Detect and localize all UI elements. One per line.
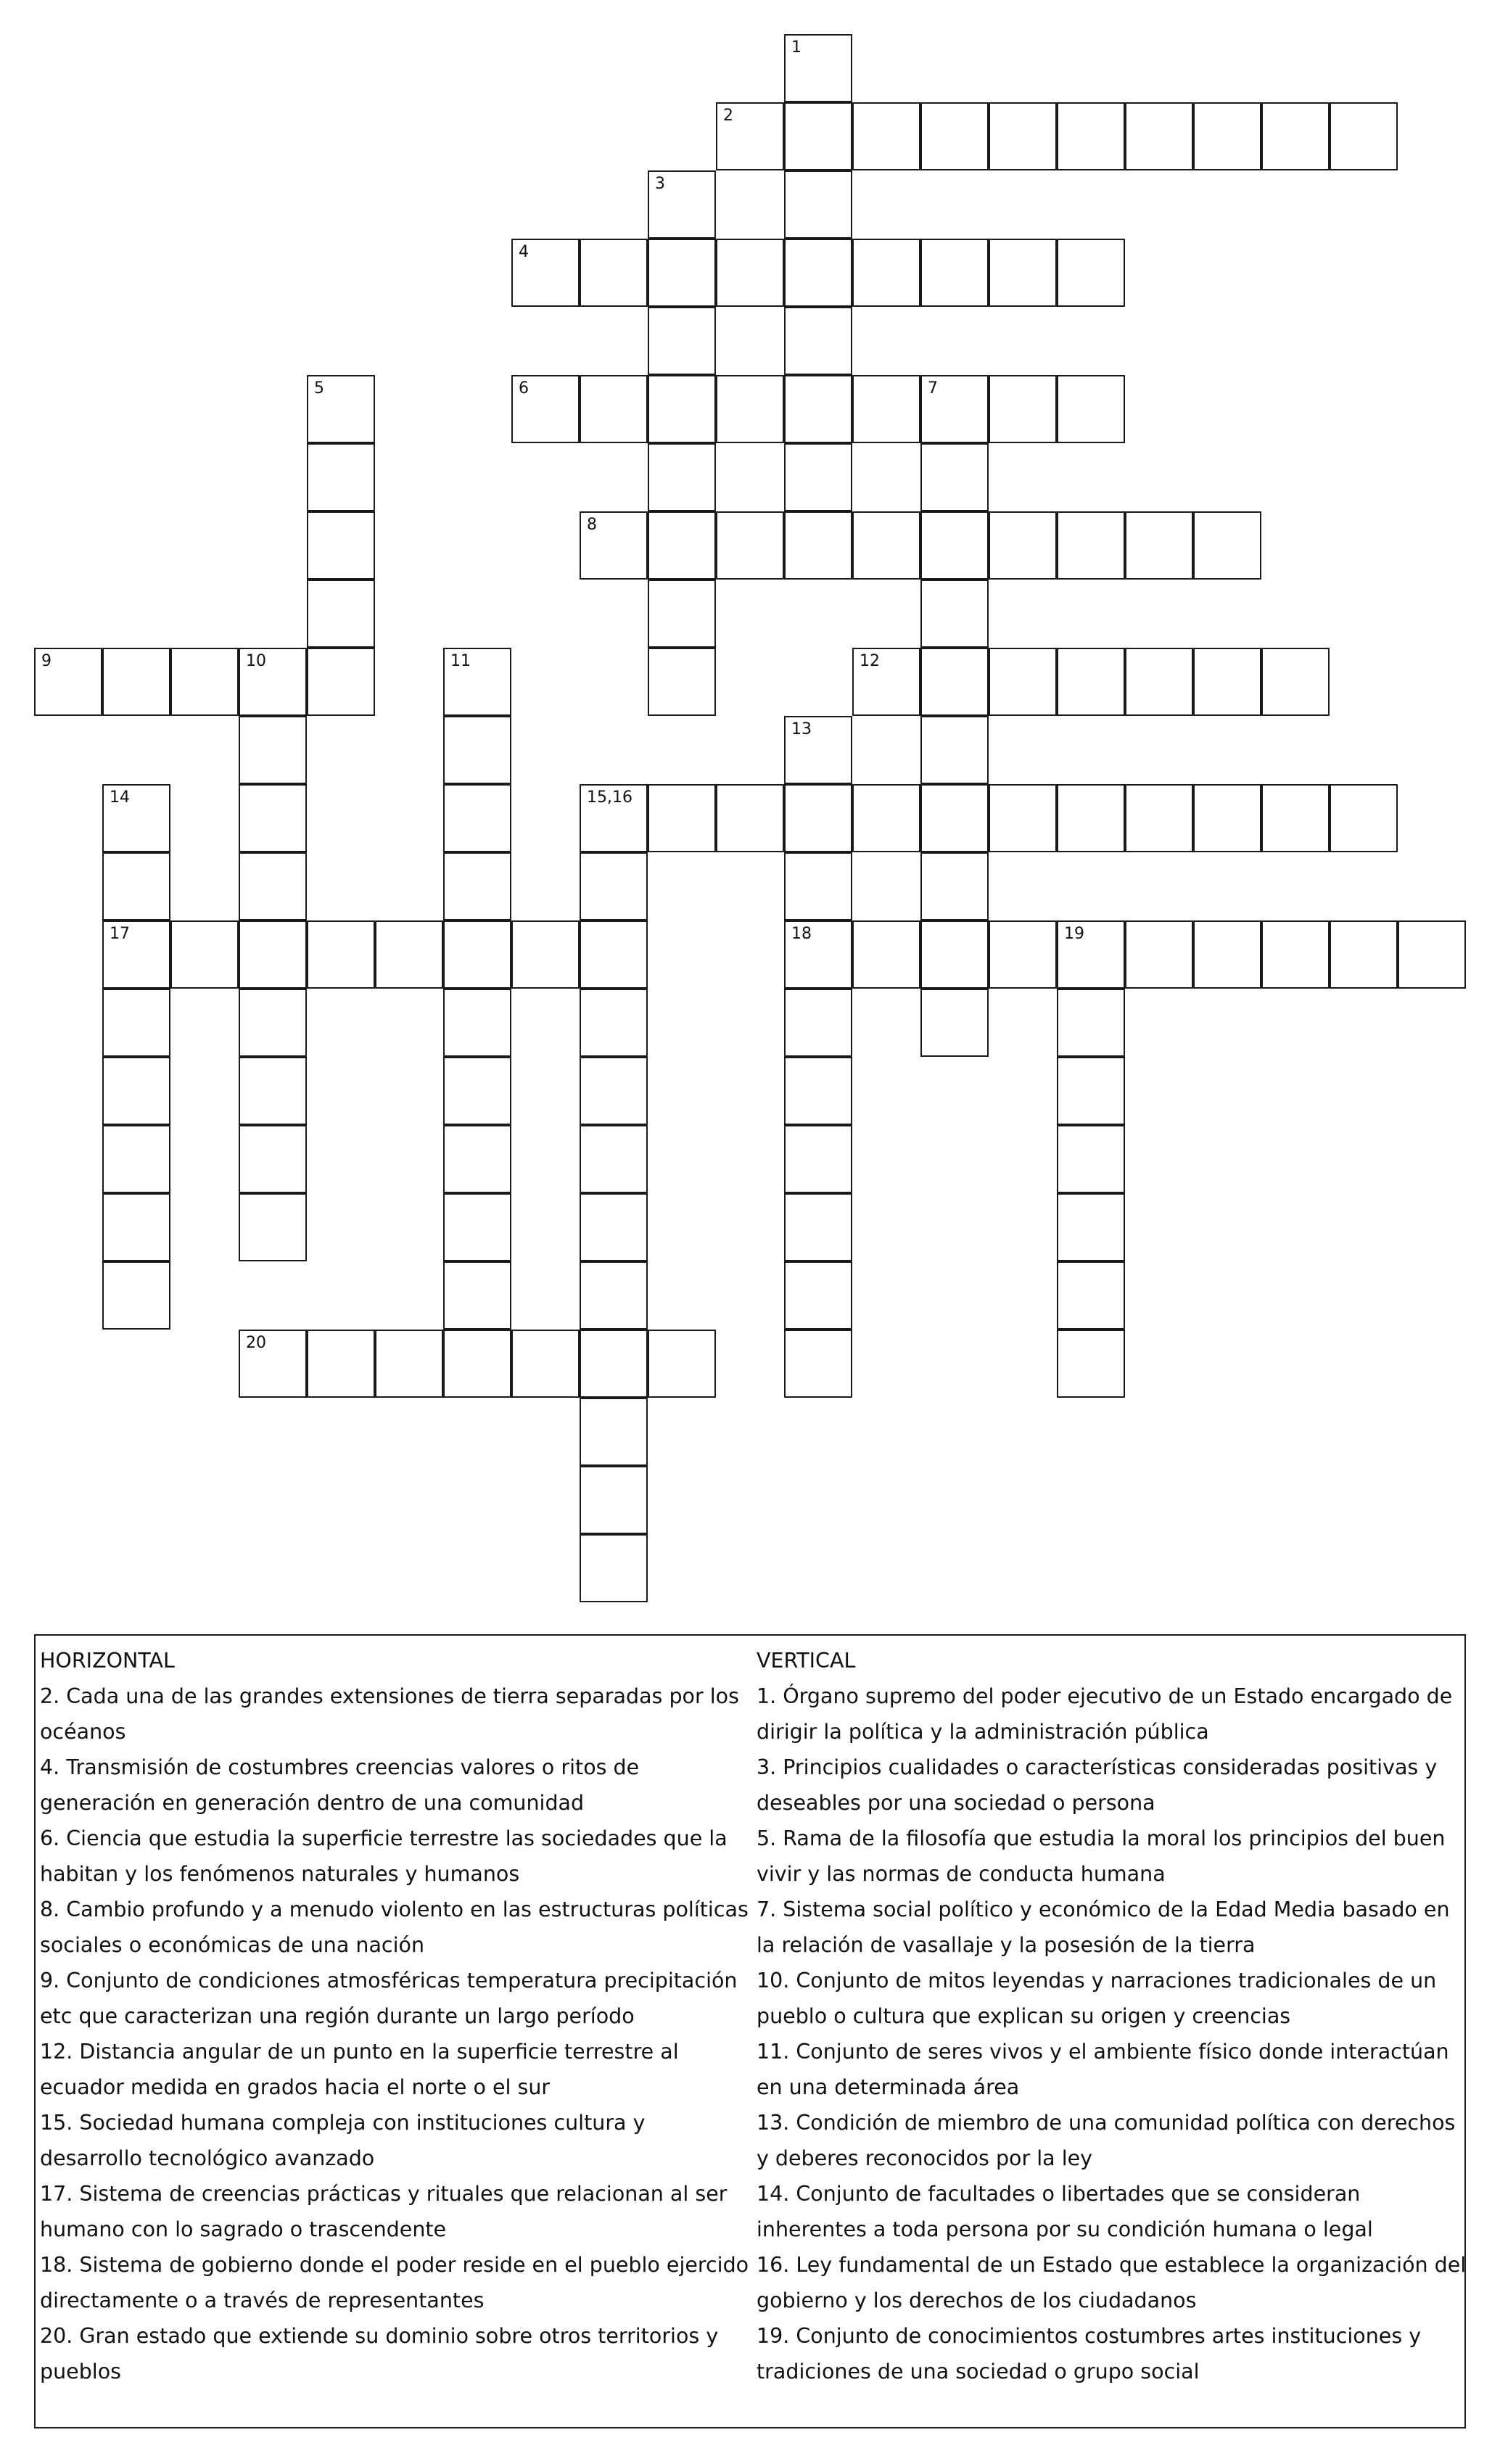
horizontal-clue: 12. Distancia angular de un punto en la superficie terrestre al ecuador medida en grados hacia el norte o el sur [40,2040,679,2099]
grid-cell[interactable] [648,1330,716,1398]
grid-cell[interactable] [170,648,239,716]
grid-cell[interactable] [989,648,1057,716]
grid-cell[interactable] [784,1125,852,1193]
horizontal-clue: 17. Sistema de creencias prácticas y rituales que relacionan al ser humano con lo sagrado o trascendente [40,2182,728,2241]
grid-cell[interactable] [920,511,989,580]
grid-cell[interactable] [511,239,580,307]
grid-cell[interactable] [511,1330,580,1398]
grid-cell[interactable] [648,239,716,307]
grid-cell[interactable] [239,716,307,784]
grid-cell[interactable] [784,443,852,511]
grid-cell[interactable] [307,443,375,511]
grid-cell[interactable] [1261,920,1330,989]
grid-cell[interactable] [1330,920,1398,989]
grid-cell[interactable] [443,1125,511,1193]
grid-cell[interactable] [102,784,170,852]
grid-cell[interactable] [1057,102,1125,170]
grid-cell[interactable] [34,648,102,716]
grid-cell[interactable] [307,648,375,716]
horizontal-clue: 9. Conjunto de condiciones atmosféricas temperatura precipitación etc que caracterizan una región durante un largo período [40,1969,738,2028]
grid-cell[interactable] [443,920,511,989]
grid-cell[interactable] [716,375,784,443]
grid-cell[interactable] [648,580,716,648]
grid-cell[interactable] [102,1057,170,1125]
grid-cell[interactable] [1398,920,1466,989]
clue-number: 5 [314,379,324,397]
grid-cell[interactable] [989,239,1057,307]
vertical-clue: 13. Condición de miembro de una comunidad política con derechos y deberes reconocidos por la ley [757,2111,1456,2170]
clue-number: 8 [587,516,597,534]
grid-cell[interactable] [239,852,307,920]
grid-cell[interactable] [580,1466,648,1534]
clue-number: 18 [791,925,812,943]
clue-number: 20 [246,1334,266,1352]
grid-cell[interactable] [239,920,307,989]
grid-cell[interactable] [716,511,784,580]
grid-cell[interactable] [443,648,511,716]
vertical-clue: 7. Sistema social político y económico de la Edad Media basado en la relación de vasallaje y la posesión de la tierra [757,1898,1450,1957]
grid-cell[interactable] [784,307,852,375]
vertical-clue: 16. Ley fundamental de un Estado que establece la organización del gobierno y los derechos de los ciudadanos [757,2253,1467,2312]
grid-cell[interactable] [239,784,307,852]
grid-cell[interactable] [580,239,648,307]
grid-cell[interactable] [920,239,989,307]
horizontal-clue: 20. Gran estado que extiende su dominio sobre otros territorios y pueblos [40,2324,719,2383]
grid-cell[interactable] [784,511,852,580]
grid-cell[interactable] [1057,648,1125,716]
clue-number: 6 [519,379,529,397]
vertical-clue: 3. Principios cualidades o características consideradas positivas y deseables por una sociedad o persona [757,1755,1438,1815]
grid-cell[interactable] [580,989,648,1057]
grid-cell[interactable] [1193,784,1261,852]
grid-cell[interactable] [580,920,648,989]
grid-cell[interactable] [989,102,1057,170]
grid-cell[interactable] [239,1057,307,1125]
grid-cell[interactable] [648,648,716,716]
grid-cell[interactable] [784,989,852,1057]
grid-cell[interactable] [307,1330,375,1398]
grid-cell[interactable] [989,920,1057,989]
grid-cell[interactable] [1057,239,1125,307]
grid-cell[interactable] [580,375,648,443]
clue-number: 1 [791,38,801,57]
grid-cell[interactable] [920,852,989,920]
grid-cell[interactable] [1330,784,1398,852]
grid-cell[interactable] [239,1193,307,1261]
grid-cell[interactable] [1125,102,1193,170]
grid-cell[interactable] [784,716,852,784]
grid-cell[interactable] [443,1193,511,1261]
grid-cell[interactable] [1261,784,1330,852]
grid-cell[interactable] [784,34,852,102]
vertical-clue: 19. Conjunto de conocimientos costumbres artes instituciones y tradiciones de una sociedad o grupo social [757,2324,1422,2383]
grid-cell[interactable] [716,784,784,852]
clues-box [34,1634,1466,2428]
clue-number: 9 [41,652,51,670]
grid-cell[interactable] [1057,1193,1125,1261]
clue-number: 4 [519,243,529,261]
grid-cell[interactable] [102,1261,170,1330]
grid-cell[interactable] [648,307,716,375]
grid-cell[interactable] [580,1261,648,1330]
grid-cell[interactable] [580,1330,648,1398]
grid-cell[interactable] [989,784,1057,852]
grid-cell[interactable] [852,920,920,989]
grid-cell[interactable] [648,511,716,580]
grid-cell[interactable] [580,1125,648,1193]
grid-cell[interactable] [102,1125,170,1193]
grid-cell[interactable] [443,1261,511,1330]
grid-cell[interactable] [920,784,989,852]
grid-cell[interactable] [784,920,852,989]
grid-cell[interactable] [648,784,716,852]
grid-cell[interactable] [852,375,920,443]
grid-cell[interactable] [1057,989,1125,1057]
grid-cell[interactable] [1057,1330,1125,1398]
grid-cell[interactable] [1125,511,1193,580]
grid-cell[interactable] [920,989,989,1057]
grid-cell[interactable] [239,1125,307,1193]
grid-cell[interactable] [852,239,920,307]
horizontal-clue: 15. Sociedad humana compleja con instituciones cultura y desarrollo tecnológico avanzado [40,2111,646,2170]
grid-cell[interactable] [920,443,989,511]
grid-cell[interactable] [989,511,1057,580]
clue-number: 14 [110,788,130,807]
grid-cell[interactable] [443,716,511,784]
grid-cell[interactable] [920,716,989,784]
grid-cell[interactable] [1261,648,1330,716]
grid-cell[interactable] [1125,648,1193,716]
grid-cell[interactable] [784,1057,852,1125]
grid-cell[interactable] [852,648,920,716]
horizontal-heading: HORIZONTAL [40,1649,175,1673]
grid-cell[interactable] [784,102,852,170]
grid-cell[interactable] [239,1330,307,1398]
grid-cell[interactable] [1193,511,1261,580]
grid-cell[interactable] [784,170,852,239]
grid-cell[interactable] [1193,648,1261,716]
grid-cell[interactable] [784,1330,852,1398]
horizontal-clue: 6. Ciencia que estudia la superficie terrestre las sociedades que la habitan y los fenómenos naturales y humanos [40,1826,728,1886]
clue-number: 10 [246,652,266,670]
grid-cell[interactable] [1057,1125,1125,1193]
vertical-clue: 10. Conjunto de mitos leyendas y narraciones tradicionales de un pueblo o cultura que explican su origen y creencias [757,1969,1437,2028]
grid-cell[interactable] [852,102,920,170]
horizontal-clue: 8. Cambio profundo y a menudo violento en las estructuras políticas sociales o económicas de una nación [40,1898,749,1957]
grid-cell[interactable] [920,648,989,716]
clue-number: 15,16 [587,788,632,807]
grid-cell[interactable] [307,920,375,989]
grid-cell[interactable] [239,989,307,1057]
vertical-clue: 5. Rama de la filosofía que estudia la moral los principios del buen vivir y las normas de conducta humana [757,1826,1446,1886]
grid-cell[interactable] [784,1261,852,1330]
grid-cell[interactable] [102,1193,170,1261]
clue-number: 17 [110,925,130,943]
grid-cell[interactable] [511,375,580,443]
grid-cell[interactable] [102,989,170,1057]
vertical-heading: VERTICAL [757,1649,856,1673]
horizontal-clues [40,1643,751,2389]
grid-cell[interactable] [239,648,307,716]
grid-cell[interactable] [920,375,989,443]
grid-cell[interactable] [443,784,511,852]
grid-cell[interactable] [1057,920,1125,989]
grid-cell[interactable] [784,239,852,307]
grid-cell[interactable] [1057,375,1125,443]
grid-cell[interactable] [852,784,920,852]
grid-cell[interactable] [580,852,648,920]
grid-cell[interactable] [580,511,648,580]
grid-cell[interactable] [716,239,784,307]
grid-cell[interactable] [443,989,511,1057]
grid-cell[interactable] [784,784,852,852]
grid-cell[interactable] [920,920,989,989]
grid-cell[interactable] [716,102,784,170]
clue-number: 3 [655,175,665,193]
horizontal-clue: 2. Cada una de las grandes extensiones de tierra separadas por los océanos [40,1684,739,1744]
grid-cell[interactable] [648,170,716,239]
grid-cell[interactable] [307,375,375,443]
grid-cell[interactable] [648,443,716,511]
grid-cell[interactable] [1261,102,1330,170]
grid-cell[interactable] [1125,784,1193,852]
grid-cell[interactable] [1057,1057,1125,1125]
grid-cell[interactable] [1193,920,1261,989]
clue-number: 19 [1064,925,1084,943]
grid-cell[interactable] [1057,1261,1125,1330]
clue-number: 11 [450,652,471,670]
grid-cell[interactable] [307,511,375,580]
clue-number: 13 [791,720,812,738]
grid-cell[interactable] [511,920,580,989]
grid-cell[interactable] [170,920,239,989]
vertical-clues [757,1643,1467,2389]
clue-number: 2 [723,107,733,125]
grid-cell[interactable] [102,920,170,989]
grid-cell[interactable] [580,784,648,852]
grid-cell[interactable] [580,1398,648,1466]
grid-cell[interactable] [989,375,1057,443]
grid-cell[interactable] [1330,102,1398,170]
grid-cell[interactable] [784,375,852,443]
horizontal-clue: 4. Transmisión de costumbres creencias valores o ritos de generación en generación dentro de una comunidad [40,1755,640,1815]
grid-cell[interactable] [784,852,852,920]
grid-cell[interactable] [443,1330,511,1398]
clue-number: 7 [928,379,938,397]
vertical-clue: 14. Conjunto de facultades o libertades que se consideran inherentes a toda persona por su condición humana o legal [757,2182,1373,2241]
grid-cell[interactable] [784,1193,852,1261]
grid-cell[interactable] [102,648,170,716]
grid-cell[interactable] [580,1057,648,1125]
grid-cell[interactable] [443,852,511,920]
vertical-clue: 11. Conjunto de seres vivos y el ambiente físico donde interactúan en una determinada área [757,2040,1449,2099]
grid-cell[interactable] [920,580,989,648]
grid-cell[interactable] [102,852,170,920]
grid-cell[interactable] [648,375,716,443]
horizontal-clue: 18. Sistema de gobierno donde el poder reside en el pueblo ejercido directamente o a través de representantes [40,2253,749,2312]
grid-cell[interactable] [1193,102,1261,170]
clue-number: 12 [860,652,880,670]
grid-cell[interactable] [580,1534,648,1602]
grid-cell[interactable] [375,920,443,989]
grid-cell[interactable] [375,1330,443,1398]
grid-cell[interactable] [1125,920,1193,989]
grid-cell[interactable] [852,511,920,580]
vertical-clue: 1. Órgano supremo del poder ejecutivo de un Estado encargado de dirigir la política y la administración pública [757,1684,1453,1744]
grid-cell[interactable] [307,580,375,648]
grid-cell[interactable] [920,102,989,170]
grid-cell[interactable] [580,1193,648,1261]
grid-cell[interactable] [1057,784,1125,852]
grid-cell[interactable] [1057,511,1125,580]
grid-cell[interactable] [443,1057,511,1125]
